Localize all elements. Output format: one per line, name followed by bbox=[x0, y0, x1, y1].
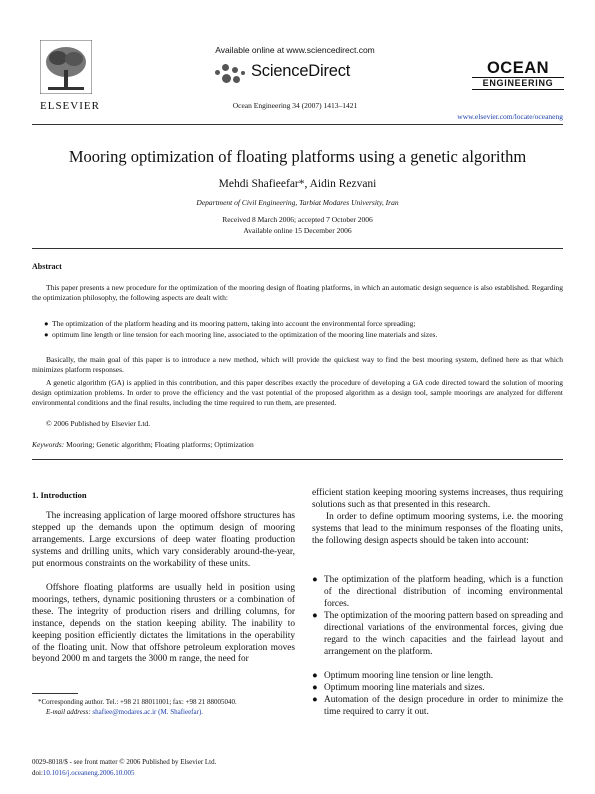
sciencedirect-dots-icon bbox=[215, 62, 245, 86]
abstract-paragraph-2: Basically, the main goal of this paper is to introduce a new method, which will provide the quickest way to find the best mooring system, defined here as that which minimizes platform responses. bbox=[32, 355, 563, 375]
email-name: (M. Shafieefar). bbox=[158, 708, 204, 716]
abstract-bullet-1 bbox=[44, 319, 563, 329]
abstract-bullet-1-text: The optimization of the platform heading and its mooring pattern, taking into account the environmental force spreading; bbox=[52, 319, 416, 328]
journal-logo-line1: OCEAN bbox=[486, 59, 550, 77]
intro-bullet-5 bbox=[312, 695, 563, 719]
journal-logo bbox=[472, 60, 564, 90]
doi-label: doi: bbox=[32, 769, 43, 777]
email-link[interactable]: shafiee@modares.ac.ir bbox=[92, 708, 157, 716]
bullet-icon: ● bbox=[312, 695, 318, 705]
section-heading-introduction: 1. Introduction bbox=[32, 490, 87, 500]
article-title: Mooring optimization of floating platforms using a genetic algorithm bbox=[68, 147, 527, 166]
journal-reference: Ocean Engineering 34 (2007) 1413–1421 bbox=[232, 101, 358, 110]
abstract-paragraph-3: A genetic algorithm (GA) is applied in this contribution, and this paper describes exactly the procedure of developing a GA code directed toward the solution of mooring design optimization problems. In order to prove the efficiency and the vast potential of the proposed algorithm as a design tool, sample moorings are analyzed for different environmental conditions and the final results, including the time required to run them, are presented. bbox=[32, 378, 563, 408]
intro-bullet-5-text: Automation of the design procedure in order to minimize the time required to carry it out. bbox=[324, 695, 563, 717]
sciencedirect-brand: ScienceDirect bbox=[251, 62, 351, 80]
intro-right-paragraph-2: In order to define optimum mooring systems, i.e. the mooring systems that lead to the minimum responses of the floating units, the following design aspects should be taken into account: bbox=[312, 512, 563, 546]
received-dates: Received 8 March 2006; accepted 7 October 2006 bbox=[222, 215, 373, 224]
intro-right-paragraph-1: efficient station keeping mooring systems increases, thus requiring solutions such as that presented in this research. bbox=[312, 488, 563, 510]
elsevier-logo bbox=[40, 40, 100, 112]
intro-bullet-4-text: Optimum mooring line materials and sizes. bbox=[324, 683, 485, 693]
intro-bullet-1 bbox=[312, 575, 563, 611]
doi-line bbox=[32, 769, 134, 777]
intro-bullet-1-text: The optimization of the platform heading, which is a function of the directional distribution of incoming environmental forces. bbox=[324, 575, 563, 609]
sciencedirect-logo bbox=[215, 60, 375, 88]
elsevier-tree-icon bbox=[40, 40, 92, 94]
available-online-date: Available online 15 December 2006 bbox=[243, 226, 352, 235]
journal-url-link[interactable]: www.elsevier.com/locate/oceaneng bbox=[457, 112, 563, 121]
abstract-top-divider bbox=[32, 248, 563, 249]
article-authors: Mehdi Shafieefar*, Aidin Rezvani bbox=[218, 178, 377, 190]
intro-bullet-2-text: The optimization of the mooring pattern based on spreading and directional variations of the environmental forces, giving due regard to the winch capacities and the fairlead layout and arrangement on the platform. bbox=[324, 611, 563, 657]
affiliation: Department of Civil Engineering, Tarbiat Modares University, Iran bbox=[196, 198, 399, 207]
intro-bullet-2 bbox=[312, 611, 563, 659]
intro-bullet-3-text: Optimum mooring line tension or line length. bbox=[324, 671, 494, 681]
abstract-paragraph-1: This paper presents a new procedure for the optimization of the mooring design of floating platforms, in which an automatic design sequence is also established. Regarding the optimization philosophy, the following aspects are dealt with: bbox=[32, 283, 563, 303]
abstract-bullet-2-text: optimum line length or line tension for each mooring line, associated to the optimization of the mooring line materials and sizes. bbox=[52, 330, 438, 339]
bullet-icon: ● bbox=[312, 683, 318, 693]
bullet-icon: ● bbox=[312, 671, 318, 681]
email-label: E-mail address: bbox=[46, 708, 91, 716]
intro-left-paragraph-2: Offshore floating platforms are usually held in position using moorings, tethers, dynamic positioning thrusters or a combination of these. The integrity of production risers and drilling columns, for instance, depends on the station keeping ability. The inability to keeping position efficiently dictates the limitations in the operability of the floating unit. Now that offshore petroleum exploration moves beyond 2000 m and targets the 3000 m range, the need for bbox=[32, 583, 295, 665]
keywords-label: Keywords: bbox=[32, 440, 65, 449]
abstract-copyright: © 2006 Published by Elsevier Ltd. bbox=[46, 419, 151, 428]
abstract-heading: Abstract bbox=[32, 262, 62, 271]
header-divider bbox=[32, 124, 563, 125]
publisher-name: ELSEVIER bbox=[40, 100, 100, 112]
intro-bullet-4 bbox=[312, 683, 563, 695]
intro-left-paragraph-1: The increasing application of large moored offshore structures has stepped up the demands upon the optimum design of mooring arrangements. Large excursions of deep water floating production systems and drilling units, which vary considerably around-the-year, put enormous constraints on the workability of these units. bbox=[32, 511, 295, 569]
footnote-divider bbox=[32, 693, 78, 694]
abstract-bullet-2 bbox=[44, 330, 563, 340]
bullet-icon: ● bbox=[312, 575, 318, 585]
abstract-bottom-divider bbox=[32, 459, 563, 460]
footnote-email-line bbox=[32, 708, 316, 717]
keywords-text: Mooring; Genetic algorithm; Floating platforms; Optimization bbox=[66, 440, 254, 449]
issn-line: 0029-8018/$ - see front matter © 2006 Published by Elsevier Ltd. bbox=[32, 758, 217, 766]
bullet-icon: ● bbox=[44, 319, 49, 328]
doi-link[interactable]: 10.1016/j.oceaneng.2006.10.005 bbox=[42, 769, 135, 777]
keywords-line bbox=[32, 440, 254, 449]
journal-logo-line2: ENGINEERING bbox=[472, 77, 564, 90]
intro-bullet-3 bbox=[312, 671, 563, 683]
availability-text: Available online at www.sciencedirect.com bbox=[215, 45, 375, 55]
bullet-icon: ● bbox=[312, 611, 318, 621]
bullet-icon: ● bbox=[44, 330, 49, 339]
footnote-corresponding: *Corresponding author. Tel.: +98 21 88011001; fax: +98 21 88005040. bbox=[38, 698, 237, 706]
